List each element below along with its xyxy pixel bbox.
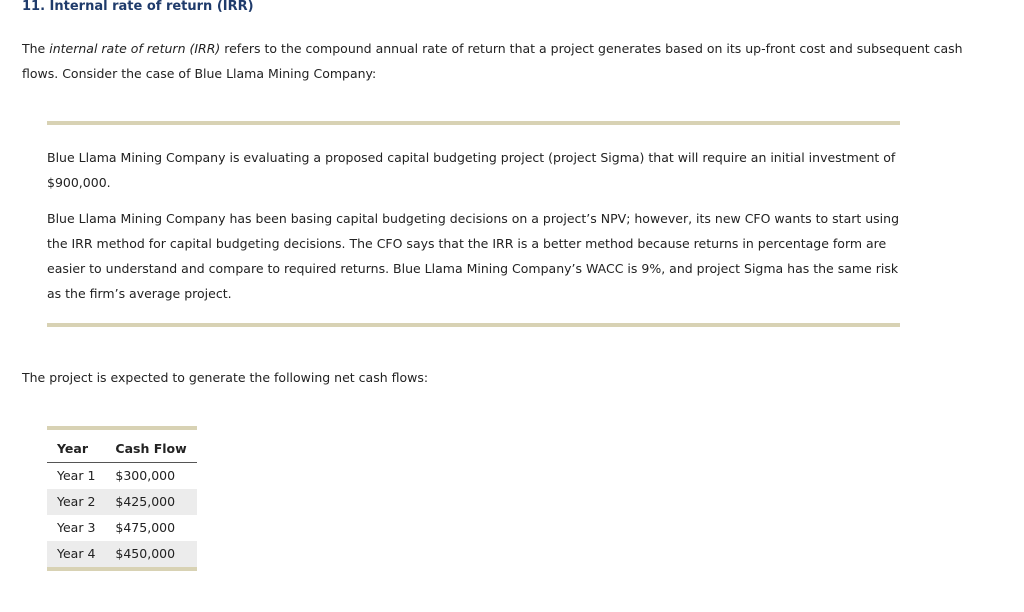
cashflow-table (47, 426, 197, 571)
year-cell: Year 3 (57, 520, 96, 535)
header-year: Year (47, 428, 105, 463)
intro-paragraph (22, 36, 982, 86)
table-header-row (47, 428, 197, 463)
year-cell: Year 1 (57, 468, 96, 483)
header-cash-flow: Cash Flow (105, 428, 196, 463)
cash-flow-cell: $450,000 (105, 541, 196, 569)
intro-term: internal rate of return (IRR) (49, 41, 221, 56)
scenario-paragraph-2: Blue Llama Mining Company has been basing capital budgeting decisions on a project’s NPV; however, its new CFO wants to start using the IRR method for capital budgeting decisions. The CFO says that the IRR is a better method because returns in percentage form are easier to understand and compare to required returns. Blue Llama Mining Company’s WACC is 9%, and project Sigma has the same risk as the firm’s average project. (47, 211, 900, 301)
cash-flow-cell: $475,000 (115, 520, 176, 535)
table-row (47, 541, 197, 569)
intro-after: refers to the compound annual rate of return that a project generates based on its up-front cost and subsequent cash flows. Consider the case of Blue Llama Mining Company: (22, 41, 963, 81)
scenario-bottom-rule (47, 323, 900, 327)
section-title: 11. Internal rate of return (IRR) (22, 0, 254, 14)
year-cell: Year 2 (47, 489, 105, 515)
year-cell: Year 4 (47, 541, 105, 569)
scenario-top-rule (47, 121, 900, 125)
cashflow-lead-text: The project is expected to generate the following net cash flows: (22, 370, 429, 385)
scenario-paragraph-1: Blue Llama Mining Company is evaluating a proposed capital budgeting project (project Sigma) that will require an initial investment of $900,000. (47, 150, 896, 190)
cash-flow-cell: $425,000 (105, 489, 196, 515)
table-row (47, 515, 197, 541)
intro-before: The (22, 41, 50, 56)
table-row (47, 463, 197, 490)
cash-flow-cell: $300,000 (115, 468, 176, 483)
table-row (47, 489, 197, 515)
